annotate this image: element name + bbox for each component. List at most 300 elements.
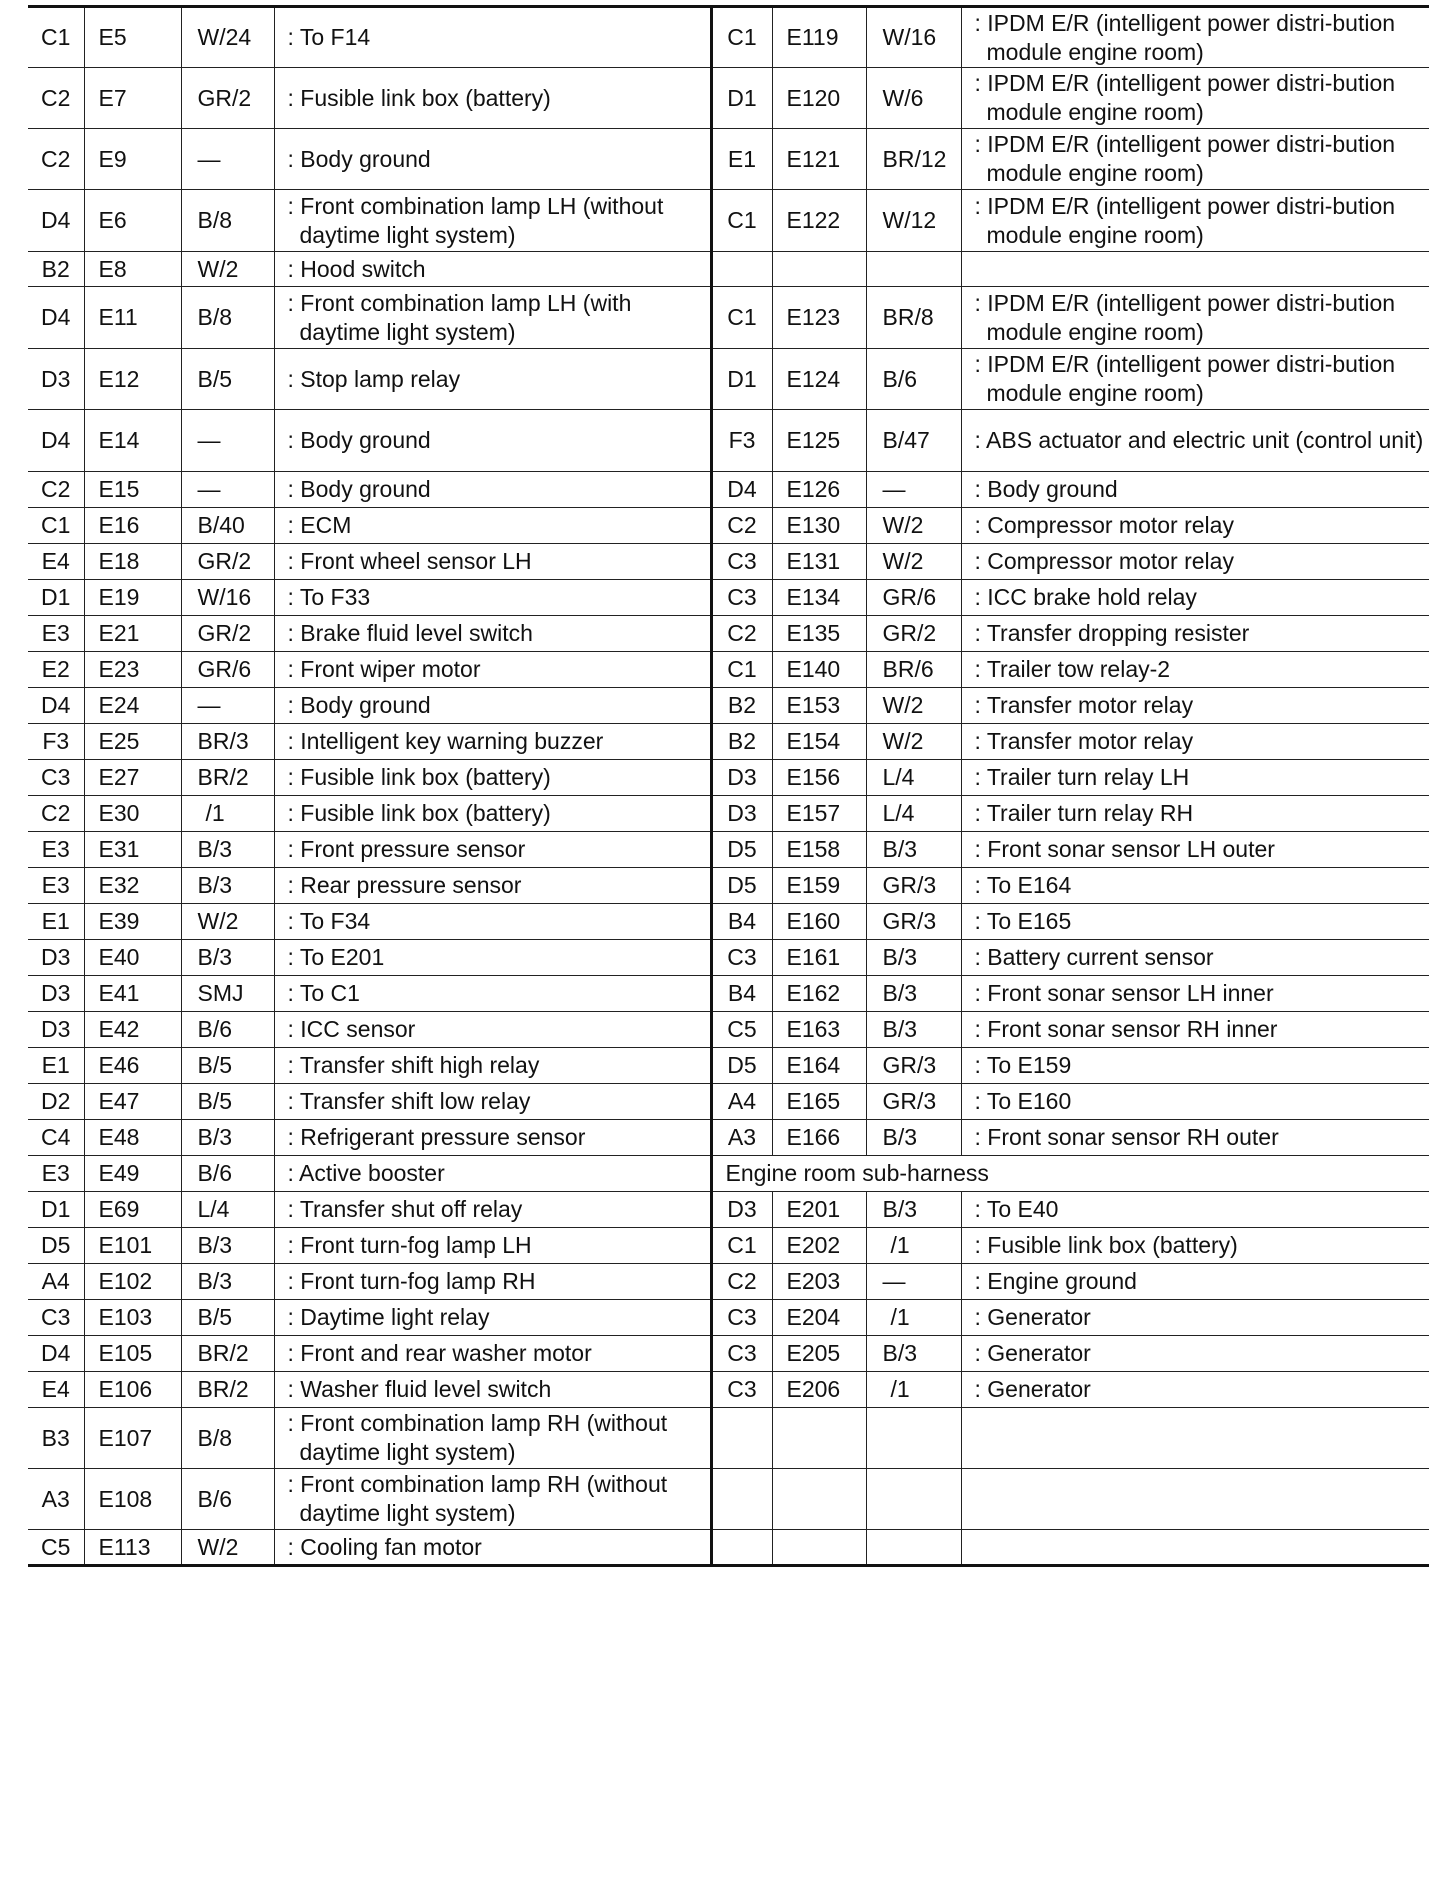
table-row [28, 410, 1429, 472]
grid-location-cell: C3 [711, 544, 772, 580]
description-text: : Transfer dropping resister [974, 620, 1250, 646]
grid-location-cell: C2 [711, 508, 772, 544]
table-row [28, 940, 1429, 976]
connector-color-cell: /1 [181, 796, 274, 832]
connector-color-cell: W/2 [866, 688, 961, 724]
connector-number-cell: E131 [772, 544, 866, 580]
description-text: : To F14 [287, 24, 371, 50]
connector-color-cell: B/3 [866, 1012, 961, 1048]
connector-description-cell [274, 1336, 711, 1372]
description-text: : Body ground [287, 427, 431, 453]
grid-location-cell: C3 [28, 1300, 84, 1336]
connector-color-cell: W/12 [866, 190, 961, 252]
description-text: : Rear pressure sensor [287, 872, 522, 898]
description-text: : Cooling fan motor [287, 1533, 482, 1560]
connector-color-cell: W/6 [866, 68, 961, 129]
description-text: : ABS actuator and electric unit (control unit) [974, 427, 1424, 453]
connector-number-cell: E24 [84, 688, 181, 724]
connector-description-cell [274, 190, 711, 252]
connector-color-cell [866, 252, 961, 287]
table-row [28, 868, 1429, 904]
grid-location-cell: C5 [28, 1530, 84, 1566]
connector-number-cell: E202 [772, 1228, 866, 1264]
grid-location-cell: A4 [28, 1264, 84, 1300]
connector-number-cell: E124 [772, 349, 866, 410]
connector-color-cell: GR/3 [866, 1084, 961, 1120]
connector-description-cell [961, 940, 1429, 976]
connector-number-cell: E30 [84, 796, 181, 832]
connector-number-cell: E130 [772, 508, 866, 544]
connector-color-cell: GR/6 [866, 580, 961, 616]
grid-location-cell: A3 [711, 1120, 772, 1156]
connector-description-cell [274, 1372, 711, 1408]
connector-description-cell [961, 287, 1429, 349]
connector-color-cell: B/8 [181, 287, 274, 349]
grid-location-cell: C1 [711, 190, 772, 252]
grid-location-cell: C1 [711, 7, 772, 68]
description-text: : Daytime light relay [287, 1304, 490, 1330]
connector-color-cell: B/6 [181, 1012, 274, 1048]
connector-description-cell [961, 190, 1429, 252]
connector-description-cell [274, 1469, 711, 1530]
connector-number-cell: E42 [84, 1012, 181, 1048]
grid-location-cell: D3 [28, 976, 84, 1012]
table-row [28, 7, 1429, 68]
grid-location-cell: E3 [28, 832, 84, 868]
description-text: : To E159 [974, 1052, 1072, 1078]
table-row [28, 68, 1429, 129]
description-text: : Fusible link box (battery) [287, 800, 551, 826]
connector-color-cell: W/2 [866, 508, 961, 544]
connector-color-cell: W/2 [866, 724, 961, 760]
connector-color-cell: /1 [866, 1300, 961, 1336]
connector-number-cell: E158 [772, 832, 866, 868]
connector-number-cell: E18 [84, 544, 181, 580]
connector-number-cell: E25 [84, 724, 181, 760]
grid-location-cell: B2 [28, 252, 84, 287]
table-row [28, 1192, 1429, 1228]
connector-number-cell [772, 1469, 866, 1530]
connector-number-cell: E101 [84, 1228, 181, 1264]
connector-description-cell [274, 580, 711, 616]
connector-number-cell: E40 [84, 940, 181, 976]
connector-description-cell [961, 472, 1429, 508]
connector-number-cell: E203 [772, 1264, 866, 1300]
connector-description-cell [274, 508, 711, 544]
grid-location-cell: D4 [28, 688, 84, 724]
connector-color-cell: B/3 [181, 1120, 274, 1156]
grid-location-cell: D5 [28, 1228, 84, 1264]
connector-description-cell [961, 1120, 1429, 1156]
table-row [28, 976, 1429, 1012]
connector-number-cell [772, 1530, 866, 1566]
connector-description-cell [961, 1408, 1429, 1469]
description-text: : Engine ground [974, 1268, 1137, 1294]
connector-color-cell: W/16 [866, 7, 961, 68]
connector-number-cell: E21 [84, 616, 181, 652]
table-row [28, 688, 1429, 724]
connector-number-cell: E157 [772, 796, 866, 832]
grid-location-cell: C2 [28, 472, 84, 508]
connector-number-cell [772, 252, 866, 287]
description-text: : Front turn-fog lamp LH [287, 1232, 532, 1258]
description-text: : Body ground [974, 476, 1118, 502]
description-text: : Front turn-fog lamp RH [287, 1268, 536, 1294]
grid-location-cell: C1 [28, 7, 84, 68]
grid-location-cell [711, 252, 772, 287]
description-text: : IPDM E/R (intelligent power distri-bution module engine room) [974, 70, 1396, 125]
connector-description-cell [274, 1156, 711, 1192]
connector-color-cell: B/5 [181, 1300, 274, 1336]
table-row [28, 287, 1429, 349]
connector-description-cell [274, 940, 711, 976]
connector-description-cell [961, 688, 1429, 724]
grid-location-cell: C1 [711, 1228, 772, 1264]
description-text: : To E164 [974, 872, 1072, 898]
connector-color-cell: B/40 [181, 508, 274, 544]
connector-color-cell: B/3 [866, 832, 961, 868]
connector-number-cell: E201 [772, 1192, 866, 1228]
connector-number-cell: E206 [772, 1372, 866, 1408]
description-text: : Stop lamp relay [287, 365, 461, 392]
connector-number-cell: E134 [772, 580, 866, 616]
connector-description-cell [961, 760, 1429, 796]
description-text: : Front sonar sensor RH inner [974, 1016, 1278, 1042]
connector-number-cell: E9 [84, 129, 181, 190]
connector-description-cell [274, 1048, 711, 1084]
connector-description-cell [274, 1300, 711, 1336]
grid-location-cell: C3 [711, 1336, 772, 1372]
description-text: : Trailer tow relay-2 [974, 656, 1171, 682]
connector-number-cell: E12 [84, 349, 181, 410]
grid-location-cell: D3 [28, 1012, 84, 1048]
section-subheading: Engine room sub-harness [711, 1156, 1429, 1192]
connector-number-cell: E160 [772, 904, 866, 940]
connector-color-cell [866, 1530, 961, 1566]
grid-location-cell: A4 [711, 1084, 772, 1120]
connector-description-cell [961, 724, 1429, 760]
table-row [28, 1469, 1429, 1530]
connector-number-cell: E5 [84, 7, 181, 68]
description-text: : IPDM E/R (intelligent power distri-bution module engine room) [974, 289, 1396, 345]
connector-description-cell [274, 472, 711, 508]
description-text: : Front sonar sensor RH outer [974, 1124, 1279, 1150]
grid-location-cell [711, 1530, 772, 1566]
description-text: : Fusible link box (battery) [287, 84, 551, 111]
description-text: : Front combination lamp RH (without daytime light system) [287, 1471, 668, 1526]
connector-number-cell: E205 [772, 1336, 866, 1372]
table-row [28, 1012, 1429, 1048]
connector-color-cell: BR/12 [866, 129, 961, 190]
connector-color-cell: GR/2 [866, 616, 961, 652]
connector-number-cell: E121 [772, 129, 866, 190]
grid-location-cell: D4 [28, 1336, 84, 1372]
table-row [28, 1156, 1429, 1192]
description-text: : Front sonar sensor LH inner [974, 980, 1274, 1006]
connector-color-cell: — [866, 1264, 961, 1300]
connector-number-cell: E47 [84, 1084, 181, 1120]
grid-location-cell: B4 [711, 976, 772, 1012]
connector-description-cell [274, 252, 711, 287]
connector-number-cell: E32 [84, 868, 181, 904]
connector-number-cell: E154 [772, 724, 866, 760]
description-text: : Brake fluid level switch [287, 620, 533, 646]
grid-location-cell: C4 [28, 1120, 84, 1156]
description-text: : Trailer turn relay LH [974, 764, 1190, 790]
connector-color-cell: SMJ [181, 976, 274, 1012]
grid-location-cell: C2 [28, 796, 84, 832]
grid-location-cell: B4 [711, 904, 772, 940]
connector-color-cell: B/3 [181, 1228, 274, 1264]
description-text: : Front wheel sensor LH [287, 548, 532, 574]
description-text: : Transfer motor relay [974, 728, 1194, 754]
description-text: : Hood switch [287, 255, 426, 282]
table-row [28, 1120, 1429, 1156]
connector-description-cell [274, 1228, 711, 1264]
grid-location-cell: C3 [711, 580, 772, 616]
description-text: : To E201 [287, 944, 385, 970]
grid-location-cell: D5 [711, 868, 772, 904]
description-text: : Front and rear washer motor [287, 1340, 592, 1366]
table-row [28, 544, 1429, 580]
table-row [28, 652, 1429, 688]
connector-description-cell [274, 287, 711, 349]
connector-number-cell: E105 [84, 1336, 181, 1372]
table-row [28, 1300, 1429, 1336]
grid-location-cell: D3 [28, 349, 84, 410]
connector-color-cell: B/3 [181, 940, 274, 976]
connector-description-cell [961, 1300, 1429, 1336]
connector-color-cell: B/8 [181, 1408, 274, 1469]
connector-color-cell: B/3 [181, 832, 274, 868]
connector-color-cell: B/3 [181, 868, 274, 904]
table-row [28, 1048, 1429, 1084]
connector-color-cell: — [181, 472, 274, 508]
connector-color-cell: /1 [866, 1372, 961, 1408]
description-text: : Generator [974, 1304, 1091, 1330]
grid-location-cell: C2 [711, 1264, 772, 1300]
grid-location-cell: C3 [711, 940, 772, 976]
grid-location-cell: D2 [28, 1084, 84, 1120]
table-row [28, 349, 1429, 410]
description-text: : Front combination lamp LH (with daytime light system) [287, 289, 632, 345]
description-text: : To F34 [287, 908, 371, 934]
connector-description-cell [961, 1084, 1429, 1120]
connector-number-cell: E156 [772, 760, 866, 796]
connector-number-cell: E123 [772, 287, 866, 349]
connector-description-cell [274, 904, 711, 940]
grid-location-cell: D3 [711, 1192, 772, 1228]
connector-description-cell [274, 349, 711, 410]
grid-location-cell: C5 [711, 1012, 772, 1048]
connector-color-cell: B/6 [866, 349, 961, 410]
grid-location-cell: C3 [28, 760, 84, 796]
connector-color-cell: L/4 [181, 1192, 274, 1228]
table-row [28, 1084, 1429, 1120]
connector-description-cell [961, 868, 1429, 904]
connector-color-cell: /1 [866, 1228, 961, 1264]
connector-number-cell: E120 [772, 68, 866, 129]
connector-number-cell: E19 [84, 580, 181, 616]
description-text: : Body ground [287, 476, 431, 502]
table-row [28, 1228, 1429, 1264]
grid-location-cell: E1 [28, 904, 84, 940]
table-row [28, 760, 1429, 796]
connector-description-cell [961, 410, 1429, 472]
connector-description-cell [961, 832, 1429, 868]
grid-location-cell: D1 [28, 580, 84, 616]
description-text: : Transfer motor relay [974, 692, 1194, 718]
connector-color-cell: GR/3 [866, 868, 961, 904]
connector-color-cell: B/3 [866, 1192, 961, 1228]
connector-color-cell [866, 1469, 961, 1530]
connector-description-cell [274, 760, 711, 796]
connector-description-cell [961, 1228, 1429, 1264]
connector-description-cell [274, 68, 711, 129]
connector-description-cell [274, 976, 711, 1012]
connector-description-cell [961, 252, 1429, 287]
connector-number-cell: E204 [772, 1300, 866, 1336]
connector-number-cell: E125 [772, 410, 866, 472]
connector-number-cell: E119 [772, 7, 866, 68]
connector-number-cell: E153 [772, 688, 866, 724]
description-text: : IPDM E/R (intelligent power distri-bution module engine room) [974, 9, 1396, 65]
connector-number-cell: E27 [84, 760, 181, 796]
connector-number-cell: E14 [84, 410, 181, 472]
connector-description-cell [961, 904, 1429, 940]
description-text: : Transfer shift low relay [287, 1088, 531, 1114]
connector-description-cell [961, 68, 1429, 129]
connector-number-cell: E11 [84, 287, 181, 349]
connector-number-cell: E166 [772, 1120, 866, 1156]
connector-color-cell: BR/2 [181, 760, 274, 796]
table-row [28, 832, 1429, 868]
grid-location-cell: E3 [28, 868, 84, 904]
connector-description-cell [274, 1012, 711, 1048]
connector-description-cell [274, 832, 711, 868]
grid-location-cell: C1 [28, 508, 84, 544]
grid-location-cell: D3 [711, 760, 772, 796]
connector-color-cell: BR/6 [866, 652, 961, 688]
description-text: : Refrigerant pressure sensor [287, 1124, 586, 1150]
grid-location-cell: C3 [711, 1300, 772, 1336]
grid-location-cell: C2 [28, 68, 84, 129]
connector-description-cell [961, 1264, 1429, 1300]
connector-color-cell: — [181, 688, 274, 724]
description-text: : IPDM E/R (intelligent power distri-bution module engine room) [974, 351, 1396, 406]
description-text: : Front pressure sensor [287, 836, 526, 862]
description-text: : Fusible link box (battery) [974, 1232, 1238, 1258]
table-row [28, 508, 1429, 544]
description-text: : Washer fluid level switch [287, 1376, 552, 1402]
grid-location-cell: D4 [28, 287, 84, 349]
connector-description-cell [961, 1336, 1429, 1372]
connector-description-cell [961, 1469, 1429, 1530]
grid-location-cell: F3 [28, 724, 84, 760]
connector-description-cell [274, 616, 711, 652]
connector-description-cell [961, 1372, 1429, 1408]
connector-number-cell: E41 [84, 976, 181, 1012]
connector-description-cell [274, 652, 711, 688]
connector-color-cell: GR/3 [866, 904, 961, 940]
connector-number-cell: E164 [772, 1048, 866, 1084]
connector-color-cell: W/2 [866, 544, 961, 580]
connector-description-cell [274, 544, 711, 580]
connector-description-cell [274, 1084, 711, 1120]
connector-color-cell: B/3 [866, 940, 961, 976]
connector-color-cell: — [181, 410, 274, 472]
description-text: : Generator [974, 1376, 1091, 1402]
grid-location-cell: D4 [28, 410, 84, 472]
table-row [28, 724, 1429, 760]
table-row [28, 252, 1429, 287]
description-text: : To E40 [974, 1196, 1059, 1222]
grid-location-cell: E4 [28, 544, 84, 580]
description-text: : Compressor motor relay [974, 548, 1234, 574]
connector-description-cell [961, 349, 1429, 410]
table-row [28, 904, 1429, 940]
connector-color-cell: W/2 [181, 904, 274, 940]
connector-color-cell: BR/2 [181, 1336, 274, 1372]
grid-location-cell: E3 [28, 1156, 84, 1192]
connector-number-cell: E7 [84, 68, 181, 129]
connector-description-cell [961, 1012, 1429, 1048]
description-text: : Transfer shut off relay [287, 1196, 523, 1222]
connector-description-cell [961, 976, 1429, 1012]
description-text: : Generator [974, 1340, 1091, 1366]
grid-location-cell: D1 [711, 349, 772, 410]
connector-number-cell: E49 [84, 1156, 181, 1192]
connector-number-cell [772, 1408, 866, 1469]
description-text: : Front combination lamp RH (without daytime light system) [287, 1410, 668, 1465]
connector-color-cell: B/3 [181, 1264, 274, 1300]
table-row [28, 616, 1429, 652]
connector-color-cell: GR/2 [181, 544, 274, 580]
connector-color-cell: B/3 [866, 1120, 961, 1156]
connector-number-cell: E23 [84, 652, 181, 688]
grid-location-cell: D4 [28, 190, 84, 252]
connector-description-cell [961, 1192, 1429, 1228]
connector-color-cell: B/6 [181, 1156, 274, 1192]
table-row [28, 190, 1429, 252]
connector-description-cell [961, 616, 1429, 652]
connector-description-cell [274, 1408, 711, 1469]
description-text: : To E165 [974, 908, 1072, 934]
connector-description-cell [274, 688, 711, 724]
connector-number-cell: E15 [84, 472, 181, 508]
grid-location-cell: E3 [28, 616, 84, 652]
connector-number-cell: E108 [84, 1469, 181, 1530]
table-row [28, 472, 1429, 508]
connector-number-cell: E106 [84, 1372, 181, 1408]
connector-color-cell: B/6 [181, 1469, 274, 1530]
grid-location-cell: B3 [28, 1408, 84, 1469]
connector-number-cell: E161 [772, 940, 866, 976]
connector-color-cell: BR/3 [181, 724, 274, 760]
description-text: : Fusible link box (battery) [287, 764, 551, 790]
connector-color-cell: GR/3 [866, 1048, 961, 1084]
grid-location-cell: D3 [28, 940, 84, 976]
connector-color-cell: BR/2 [181, 1372, 274, 1408]
connector-number-cell: E69 [84, 1192, 181, 1228]
description-text: : ICC brake hold relay [974, 584, 1197, 610]
grid-location-cell: C1 [711, 652, 772, 688]
connector-number-cell: E126 [772, 472, 866, 508]
connector-color-cell: BR/8 [866, 287, 961, 349]
grid-location-cell: D5 [711, 832, 772, 868]
connector-color-cell: B/3 [866, 976, 961, 1012]
description-text: : Trailer turn relay RH [974, 800, 1194, 826]
